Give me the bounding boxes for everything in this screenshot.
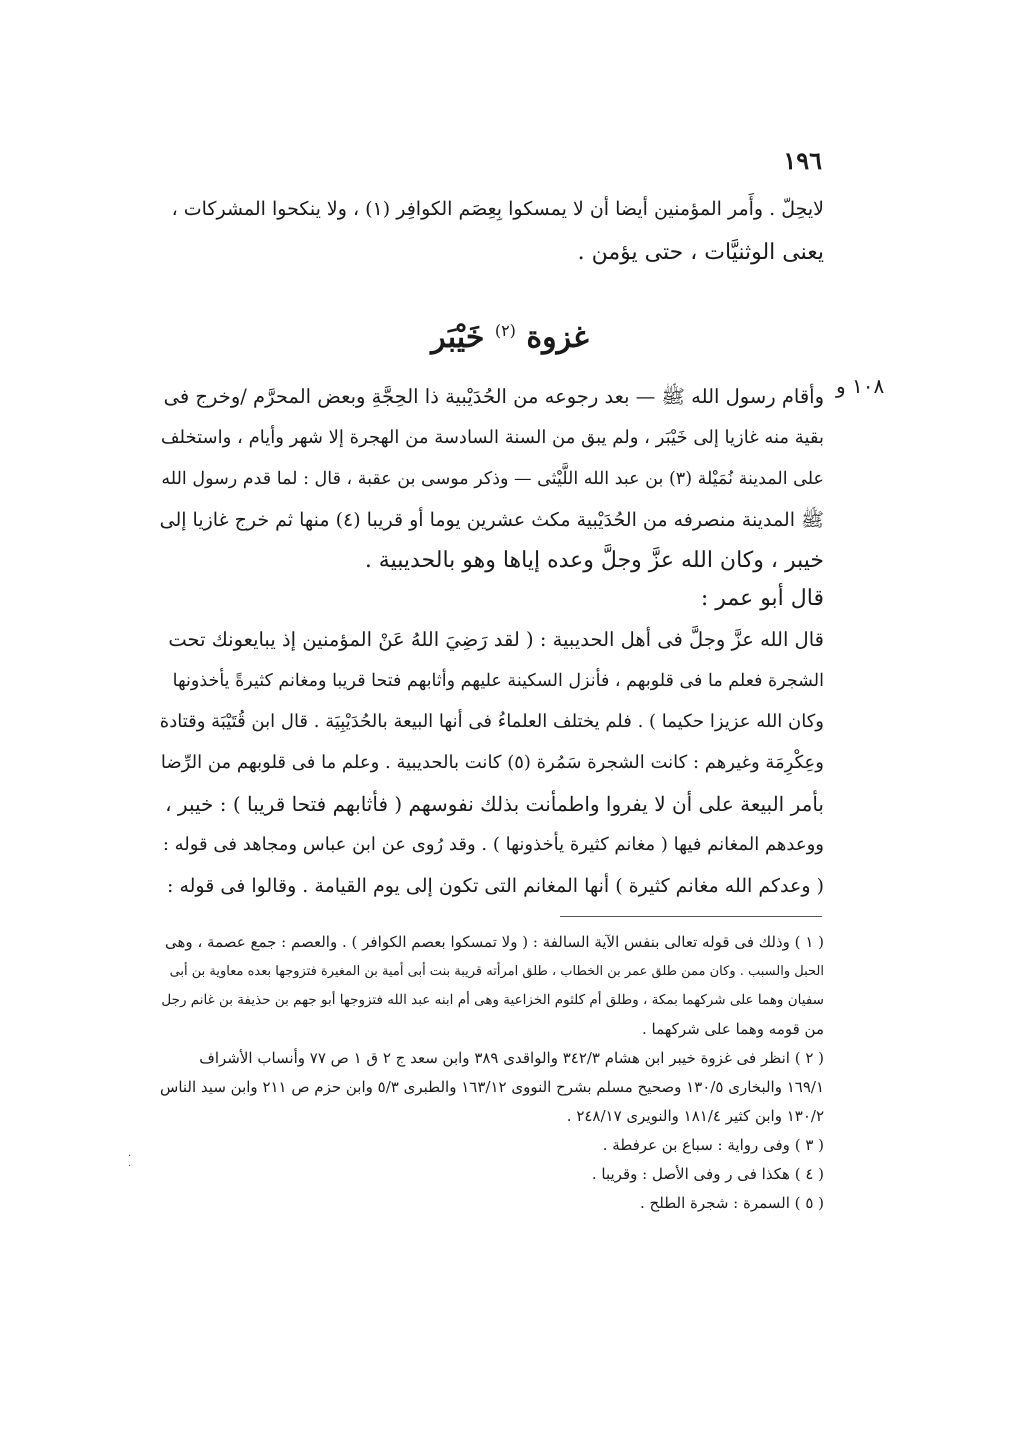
footnote-line: ( ٥ ) السمرة : شجرة الطلح . — [640, 1194, 824, 1212]
scan-speck: · · — [128, 1151, 132, 1172]
text-line: ووعدهم المغانم فيها ( مغانم كثيرة يأخذونها ) . وقد رُوى عن ابن عباس ومجاهد فى قوله : — [162, 834, 824, 855]
text-line: ﷺ المدينة منصرفه من الحُدَيْبية مكث عشرين يوما أو قريبا (٤) منها ثم خرج غازيا إلى — [159, 509, 824, 531]
text-line: قال الله عزَّ وجلَّ فى أهل الحديبية : ( لقد رَضِيَ اللهُ عَنْ المؤمنين إذ يبايعونك تحت — [168, 628, 824, 651]
text-line: على المدينة نُمَيْلة (٣) بن عبد الله اللَّيْثى — وذكر موسى بن عقبة ، قال : لما قدم رسول الله — [161, 469, 824, 489]
chapter-title-name: خَيْبَر — [431, 320, 485, 355]
footnote-line: الحبل والسبب . وكان ممن طلق عمر بن الخطاب ، طلق امرأته قريبة بنت أبى أمية بن المغيرة فتزوجها بعده معاوية بن أبى — [169, 964, 824, 979]
text-line: وعِكْرِمَة وغيرهم : كانت الشجرة سَمُرة (٥) كانت بالحديبية . وعلم ما فى قلوبهم من الرِّضا — [160, 752, 824, 773]
text-line: الشجرة فعلم ما فى قلوبهم ، فأنزل السكينة عليهم وأثابهم فتحا قريبا ومغانم كثيرةً يأخذونها — [172, 671, 824, 691]
footnote-line: سفيان وهما على شركهما بمكة ، وطلق أم كلثوم الخزاعية وهى أم ابنه عبد الله فتزوجها أبو جهم بن حذيفة بن غانم رجل — [161, 992, 824, 1008]
text-line: بأمر البيعة على أن لا يفروا واطمأنت بذلك نفوسهم ( فأثابهم فتحا قريبا ) : خيبر ، — [165, 792, 824, 816]
footnote-line: ( ٢ ) انظر فى غزوة خيبر ابن هشام ٣٤٢/٣ والواقدى ٣٨٩ وابن سعد ج ٢ ق ١ ص ٧٧ وأنساب الأشراف — [199, 1049, 824, 1067]
text-line: يعنى الوثنيَّات ، حتى يؤمن . — [577, 240, 824, 265]
chapter-title — [300, 320, 720, 355]
footnote-line: ١٣٠/٢ وابن كثير ١٨١/٤ والنويرى ٢٤٨/١٧ . — [566, 1107, 824, 1125]
footnote-marker: (٢) — [494, 321, 516, 340]
text-line: لايحِلّ . وأَمر المؤمنين أيضا أن لا يمسكوا بِعِصَم الكوافِر (١) ، ولا ينكحوا المشركات ، — [171, 198, 824, 220]
text-line: خيبر ، وكان الله عزَّ وجلَّ وعده إياها وهو بالحديبية . — [364, 548, 824, 573]
page-number: ١٩٦ — [783, 146, 822, 175]
footnote-line: ( ١ ) وذلك فى قوله تعالى بنفس الآية السالفة : ( ولا تمسكوا بعصم الكوافر ) . والعصم : جمع عصمة ، وهى — [165, 933, 824, 951]
footnote-line: ( ٤ ) هكذا فى ر وفى الأصل : وقريبا . — [591, 1165, 824, 1183]
footnote-separator — [560, 916, 822, 917]
footnote-line: من قومه وهما على شركهما . — [641, 1020, 824, 1038]
chapter-title-word: غزوة — [526, 320, 589, 355]
text-line: وكان الله عزيزا حكيما ) . فلم يختلف العلماءُ فى أنها البيعة بالحُدَيْبِيَة . قال ابن قُتَيْبَة وقتادة — [159, 711, 824, 732]
text-line: بقية منه غازيا إلى خَيْبَر ، ولم يبق من السنة السادسة من الهجرة إلا شهر وأيام ، واستخلف — [160, 427, 824, 448]
text-line: ( وعدكم الله مغانم كثيرة ) أنها المغانم التى تكون إلى يوم القيامة . وقالوا فى قوله : — [167, 875, 824, 897]
footnote-line: ١٦٩/١ والبخارى ١٣٠/٥ وصحيح مسلم بشرح النووى ١٦٣/١٢ والطبرى ٥/٣ وابن حزم ص ٢١١ وابن سيد الناس — [160, 1078, 824, 1096]
text-line: قال أبو عمر : — [700, 586, 824, 611]
footnote-line: ( ٣ ) وفى رواية : سباع بن عرفطة . — [602, 1136, 824, 1154]
text-line: وأقام رسول الله ﷺ — بعد رجوعه من الحُدَيْبية ذا الحِجَّةِ وبعض المحرَّم /وخرج فى — [163, 385, 824, 408]
margin-folio-note: ١٠٨ و — [836, 374, 885, 398]
